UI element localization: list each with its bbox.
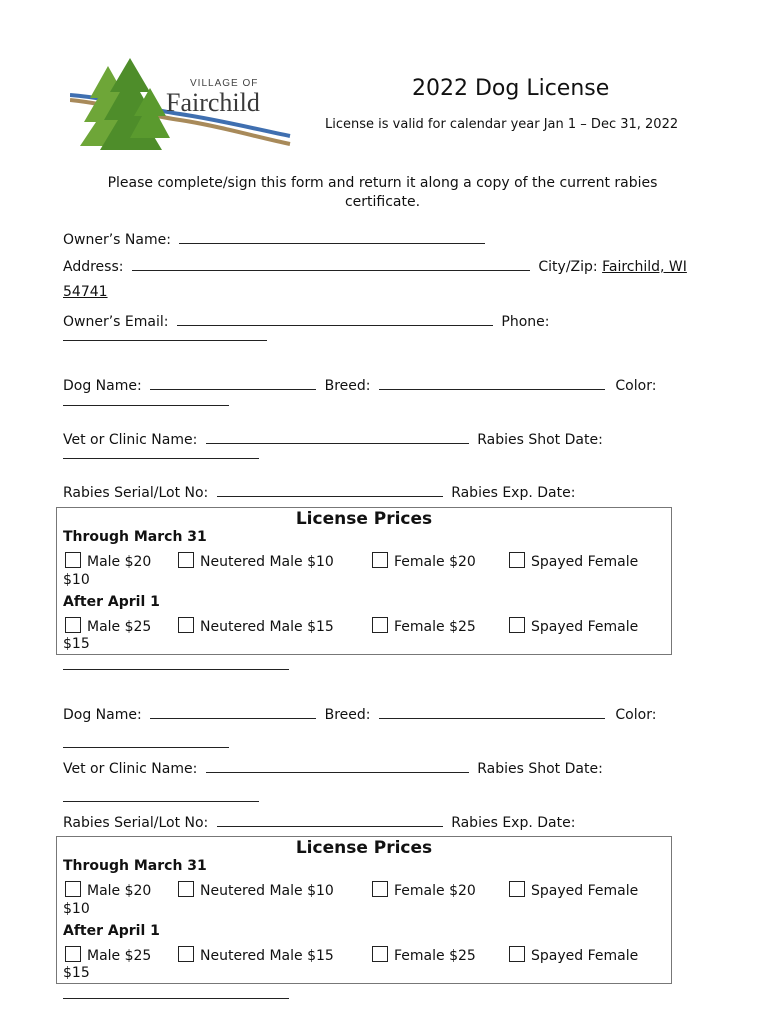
zip-value: 54741 [63, 284, 108, 300]
logo-name: Fairchild [166, 88, 260, 117]
option-label: Spayed Female [531, 619, 639, 635]
email-label: Owner’s Email: [63, 314, 169, 330]
dog1-rabies-exp-label: Rabies Exp. Date: [451, 485, 576, 501]
option-label: Female $25 [394, 619, 476, 635]
email-row [63, 311, 549, 331]
checkbox-icon[interactable] [509, 552, 525, 568]
checkbox-icon[interactable] [372, 617, 388, 633]
address-field[interactable] [132, 256, 530, 271]
option-spayed-female[interactable] [509, 552, 638, 570]
option-neutered-male[interactable] [178, 946, 334, 964]
period2-wrap: $15 [63, 965, 90, 981]
period2-label: After April 1 [63, 594, 160, 610]
address-row [63, 256, 687, 276]
dog1-rabies-shot-field[interactable] [63, 458, 259, 459]
dog1-vet-row [63, 429, 603, 449]
option-label: Neutered Male $10 [200, 554, 334, 570]
checkbox-icon[interactable] [372, 552, 388, 568]
dog2-vet-label: Vet or Clinic Name: [63, 761, 198, 777]
phone-label: Phone: [501, 314, 550, 330]
owner-name-field[interactable] [179, 229, 485, 244]
owner-name-row [63, 229, 485, 249]
dog2-signature-line[interactable] [63, 998, 289, 999]
checkbox-icon[interactable] [509, 881, 525, 897]
prices-title: License Prices [295, 838, 433, 858]
option-female[interactable] [372, 617, 476, 635]
checkbox-icon[interactable] [178, 617, 194, 633]
logo-top-text: VILLAGE OF [190, 78, 259, 89]
dog1-vet-label: Vet or Clinic Name: [63, 432, 198, 448]
option-label: Neutered Male $10 [200, 883, 334, 899]
checkbox-icon[interactable] [178, 552, 194, 568]
checkbox-icon[interactable] [509, 946, 525, 962]
option-neutered-male[interactable] [178, 552, 334, 570]
checkbox-icon[interactable] [372, 946, 388, 962]
dog1-name-field[interactable] [150, 375, 316, 390]
option-male[interactable] [65, 617, 151, 635]
option-label: Female $20 [394, 554, 476, 570]
dog2-breed-label: Breed: [324, 707, 371, 723]
dog1-serial-row [63, 482, 575, 502]
dog2-color-field[interactable] [63, 747, 229, 748]
dog2-serial-row [63, 812, 575, 832]
checkbox-icon[interactable] [509, 617, 525, 633]
dog1-signature-line[interactable] [63, 669, 289, 670]
option-female[interactable] [372, 881, 476, 899]
dog2-name-row [63, 704, 656, 724]
dog1-breed-field[interactable] [379, 375, 605, 390]
option-label: Male $25 [87, 948, 152, 964]
address-label: Address: [63, 259, 124, 275]
dog1-rabies-shot-label: Rabies Shot Date: [477, 432, 603, 448]
dog2-serial-field[interactable] [217, 812, 443, 827]
dog1-color-field[interactable] [63, 405, 229, 406]
option-female[interactable] [372, 552, 476, 570]
period1-wrap: $10 [63, 572, 90, 588]
period2-wrap: $15 [63, 636, 90, 652]
dog2-vet-row [63, 758, 603, 778]
dog1-serial-label: Rabies Serial/Lot No: [63, 485, 209, 501]
checkbox-icon[interactable] [65, 881, 81, 897]
cityzip-label: City/Zip: [538, 259, 598, 275]
page-title: 2022 Dog License [412, 76, 610, 101]
validity-text: License is valid for calendar year Jan 1 – Dec 31, 2022 [325, 117, 679, 132]
dog2-vet-field[interactable] [206, 758, 469, 773]
dog1-vet-field[interactable] [206, 429, 469, 444]
option-label: Spayed Female [531, 554, 639, 570]
dog1-name-row [63, 375, 656, 395]
instructions: Please complete/sign this form and return it along a copy of the current rabies certificate. [107, 175, 658, 210]
option-label: Female $20 [394, 883, 476, 899]
option-male[interactable] [65, 946, 151, 964]
option-label: Neutered Male $15 [200, 619, 334, 635]
period2-label: After April 1 [63, 923, 160, 939]
dog2-price-box [56, 836, 672, 984]
period1-wrap: $10 [63, 901, 90, 917]
period1-label: Through March 31 [63, 858, 207, 874]
dog2-name-field[interactable] [150, 704, 316, 719]
village-logo [70, 58, 295, 158]
dog2-color-label: Color: [615, 707, 657, 723]
option-label: Male $25 [87, 619, 152, 635]
dog2-name-label: Dog Name: [63, 707, 142, 723]
option-label: Spayed Female [531, 948, 639, 964]
dog1-color-label: Color: [615, 378, 657, 394]
option-spayed-female[interactable] [509, 881, 638, 899]
option-label: Spayed Female [531, 883, 639, 899]
owner-name-label: Owner’s Name: [63, 232, 171, 248]
option-label: Neutered Male $15 [200, 948, 334, 964]
checkbox-icon[interactable] [65, 617, 81, 633]
dog1-price-box [56, 507, 672, 655]
period1-label: Through March 31 [63, 529, 207, 545]
dog1-breed-label: Breed: [324, 378, 371, 394]
checkbox-icon[interactable] [372, 881, 388, 897]
option-label: Male $20 [87, 883, 152, 899]
cityzip-value: Fairchild, WI [602, 259, 687, 275]
dog2-rabies-shot-label: Rabies Shot Date: [477, 761, 603, 777]
dog2-rabies-shot-field[interactable] [63, 801, 259, 802]
option-neutered-male[interactable] [178, 881, 334, 899]
dog2-serial-label: Rabies Serial/Lot No: [63, 815, 209, 831]
dog2-breed-field[interactable] [379, 704, 605, 719]
option-female[interactable] [372, 946, 476, 964]
email-field[interactable] [177, 311, 493, 326]
option-male[interactable] [65, 881, 151, 899]
option-label: Female $25 [394, 948, 476, 964]
dog1-serial-field[interactable] [217, 482, 443, 497]
option-label: Male $20 [87, 554, 152, 570]
option-male[interactable] [65, 552, 151, 570]
option-spayed-female[interactable] [509, 617, 638, 635]
phone-field[interactable] [63, 340, 267, 341]
option-spayed-female[interactable] [509, 946, 638, 964]
dog2-rabies-exp-label: Rabies Exp. Date: [451, 815, 576, 831]
dog1-name-label: Dog Name: [63, 378, 142, 394]
checkbox-icon[interactable] [178, 946, 194, 962]
option-neutered-male[interactable] [178, 617, 334, 635]
checkbox-icon[interactable] [65, 946, 81, 962]
prices-title: License Prices [295, 509, 433, 529]
checkbox-icon[interactable] [65, 552, 81, 568]
checkbox-icon[interactable] [178, 881, 194, 897]
